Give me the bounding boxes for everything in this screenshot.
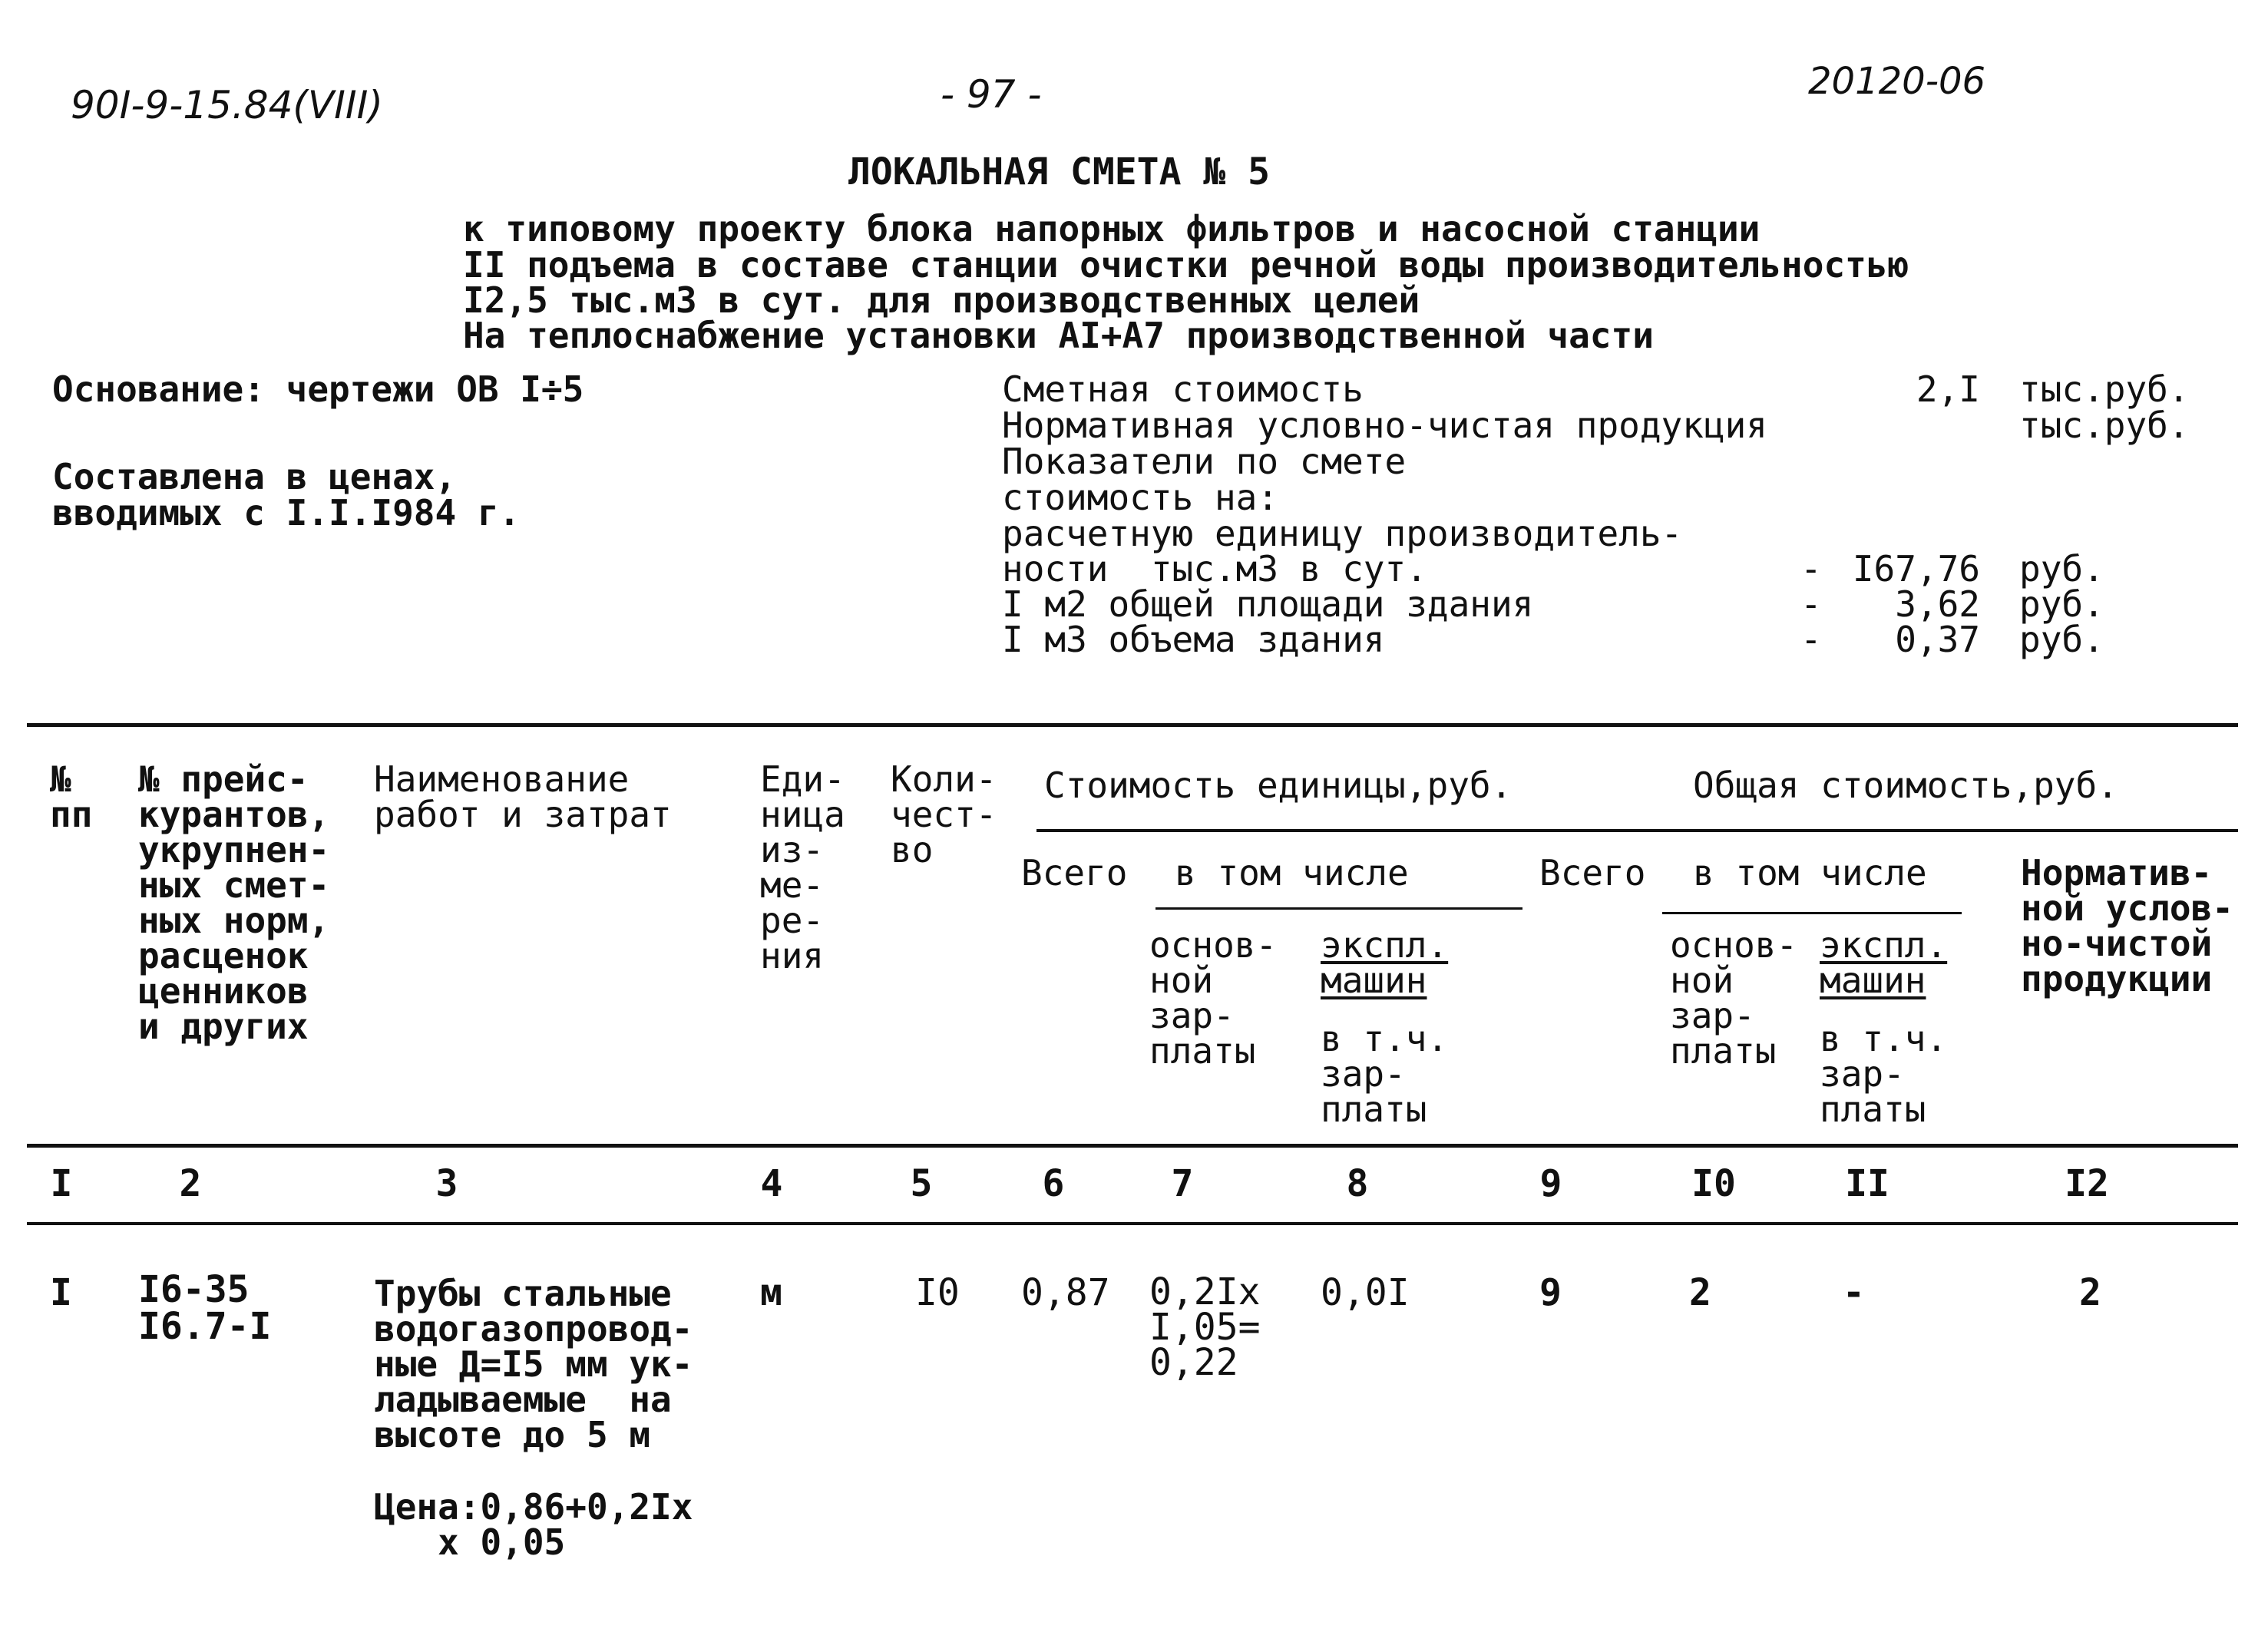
row-price-note: Цена:0,86+0,2Iх х 0,05 [374, 1486, 693, 1563]
prices-line-1: Составлена в ценах, [52, 456, 457, 497]
summary-unit-volume: руб. [2019, 619, 2104, 660]
column-number: 9 [1539, 1162, 1562, 1205]
column-number: 4 [760, 1162, 783, 1205]
column-number: 8 [1346, 1162, 1369, 1205]
summary-label-estimated-cost: Сметная стоимость [1002, 368, 1364, 410]
row-total-machines: - [1843, 1271, 1865, 1314]
header-total-incl: в том числе [1693, 852, 1927, 894]
document-code: 90I-9-15.84(VIII) [71, 83, 383, 127]
header-unit-total: Всего [1021, 852, 1128, 894]
row-unit-machines: 0,0I [1321, 1271, 1410, 1314]
summary-label-normative-product: Нормативная условно-чистая продукция [1002, 405, 1767, 446]
rule-under-cost-headers [1036, 829, 2238, 832]
summary-dash-volume: - [1800, 619, 1822, 660]
row-quantity: I0 [915, 1271, 960, 1314]
column-numbers-bottom-rule [27, 1222, 2238, 1225]
header-unit: Еди- ница из- ме- ре- ния [760, 758, 845, 976]
header-item-number: № пп [50, 758, 93, 835]
header-total-machines: экспл. машин [1820, 924, 1948, 1001]
registration-number: 20120-06 [1808, 60, 1986, 103]
row-normative-product: 2 [2079, 1271, 2101, 1314]
summary-label-area: I м2 общей площади здания [1002, 583, 1534, 625]
header-unit-incl: в том числе [1175, 852, 1409, 894]
page-number: - 97 - [941, 72, 1042, 117]
column-number: 2 [179, 1162, 202, 1205]
table-top-rule [27, 723, 2238, 727]
basis-label: Основание: чертежи ОВ I÷5 [52, 368, 584, 410]
header-total-base-wage: основ- ной зар- платы [1670, 924, 1798, 1072]
header-unit-cost: Стоимость единицы,руб. [1044, 765, 1513, 806]
summary-unit-normative-product: тыс.руб. [2019, 405, 2190, 446]
rule-under-total-incl [1662, 912, 1962, 914]
subtitle-line-3: I2,5 тыс.м3 в сут. для производственных целей [463, 279, 1420, 321]
summary-value-estimated-cost: 2,I [1916, 368, 1980, 410]
header-total-cost: Общая стоимость,руб. [1693, 765, 2118, 806]
header-price-list-ref: № прейс- курантов, укрупнен- ных смет- ных норм, расценок ценников и других [138, 758, 330, 1047]
row-total-base-wage: 2 [1689, 1271, 1711, 1314]
column-number: I2 [2065, 1162, 2109, 1205]
summary-value-area: 3,62 [1895, 583, 1980, 625]
header-unit-machines: экспл. машин [1321, 924, 1449, 1001]
summary-label-volume: I м3 объема здания [1002, 619, 1385, 660]
summary-label-capacity: ности тыс.м3 в сут. [1002, 548, 1427, 590]
column-number: 6 [1042, 1162, 1065, 1205]
column-number: II [1845, 1162, 1889, 1205]
rule-under-unit-incl [1155, 907, 1522, 910]
header-quantity: Коли- чест- во [891, 758, 997, 871]
summary-label-cost-per: стоимость на: [1002, 477, 1279, 518]
subtitle-line-4: На теплоснабжение установки АI+А7 производственной части [463, 315, 1654, 356]
document-title: ЛОКАЛЬНАЯ СМЕТА № 5 [848, 150, 1271, 193]
row-price-code: I6-35 I6.7-I [138, 1268, 272, 1348]
row-unit-total: 0,87 [1021, 1271, 1110, 1314]
column-number: 3 [435, 1162, 458, 1205]
summary-unit-area: руб. [2019, 583, 2104, 625]
row-unit: м [760, 1271, 782, 1314]
header-total-machines-wage: в т.ч. зар- платы [1820, 1018, 1948, 1130]
summary-dash-area: - [1800, 583, 1822, 625]
subtitle-line-2: II подъема в составе станции очистки речной воды производительностью [463, 244, 1909, 286]
summary-dash-capacity: - [1800, 548, 1822, 590]
summary-unit-capacity: руб. [2019, 548, 2104, 590]
column-number: 7 [1171, 1162, 1194, 1205]
column-number: I0 [1691, 1162, 1736, 1205]
header-total-total: Всего [1539, 852, 1646, 894]
header-unit-machines-wage: в т.ч. зар- платы [1321, 1018, 1449, 1130]
row-unit-base-wage: 0,2Iх I,05= 0,22 [1149, 1270, 1261, 1384]
summary-value-volume: 0,37 [1895, 619, 1980, 660]
row-total: 9 [1539, 1271, 1562, 1314]
summary-unit-estimated-cost: тыс.руб. [2019, 368, 2190, 410]
header-normative-product: Норматив- ной услов- но-чистой продукции [2021, 852, 2233, 999]
header-work-name: Наименование работ и затрат [374, 758, 672, 835]
summary-value-capacity: I67,76 [1852, 548, 1980, 590]
row-work-name: Трубы стальные водогазопровод- ные Д=I5 мм ук- ладываемые на высоте до 5 м [374, 1273, 693, 1455]
summary-label-indicators: Показатели по смете [1002, 441, 1407, 482]
summary-label-per-unit: расчетную единицу производитель- [1002, 513, 1683, 554]
row-number: I [50, 1271, 72, 1314]
column-number: I [50, 1162, 73, 1205]
subtitle-line-1: к типовому проекту блока напорных фильтров и насосной станции [463, 208, 1761, 249]
prices-line-2: вводимых с I.I.I984 г. [52, 492, 521, 534]
column-number: 5 [910, 1162, 933, 1205]
header-unit-base-wage: основ- ной зар- платы [1149, 924, 1278, 1072]
column-numbers-top-rule [27, 1144, 2238, 1148]
